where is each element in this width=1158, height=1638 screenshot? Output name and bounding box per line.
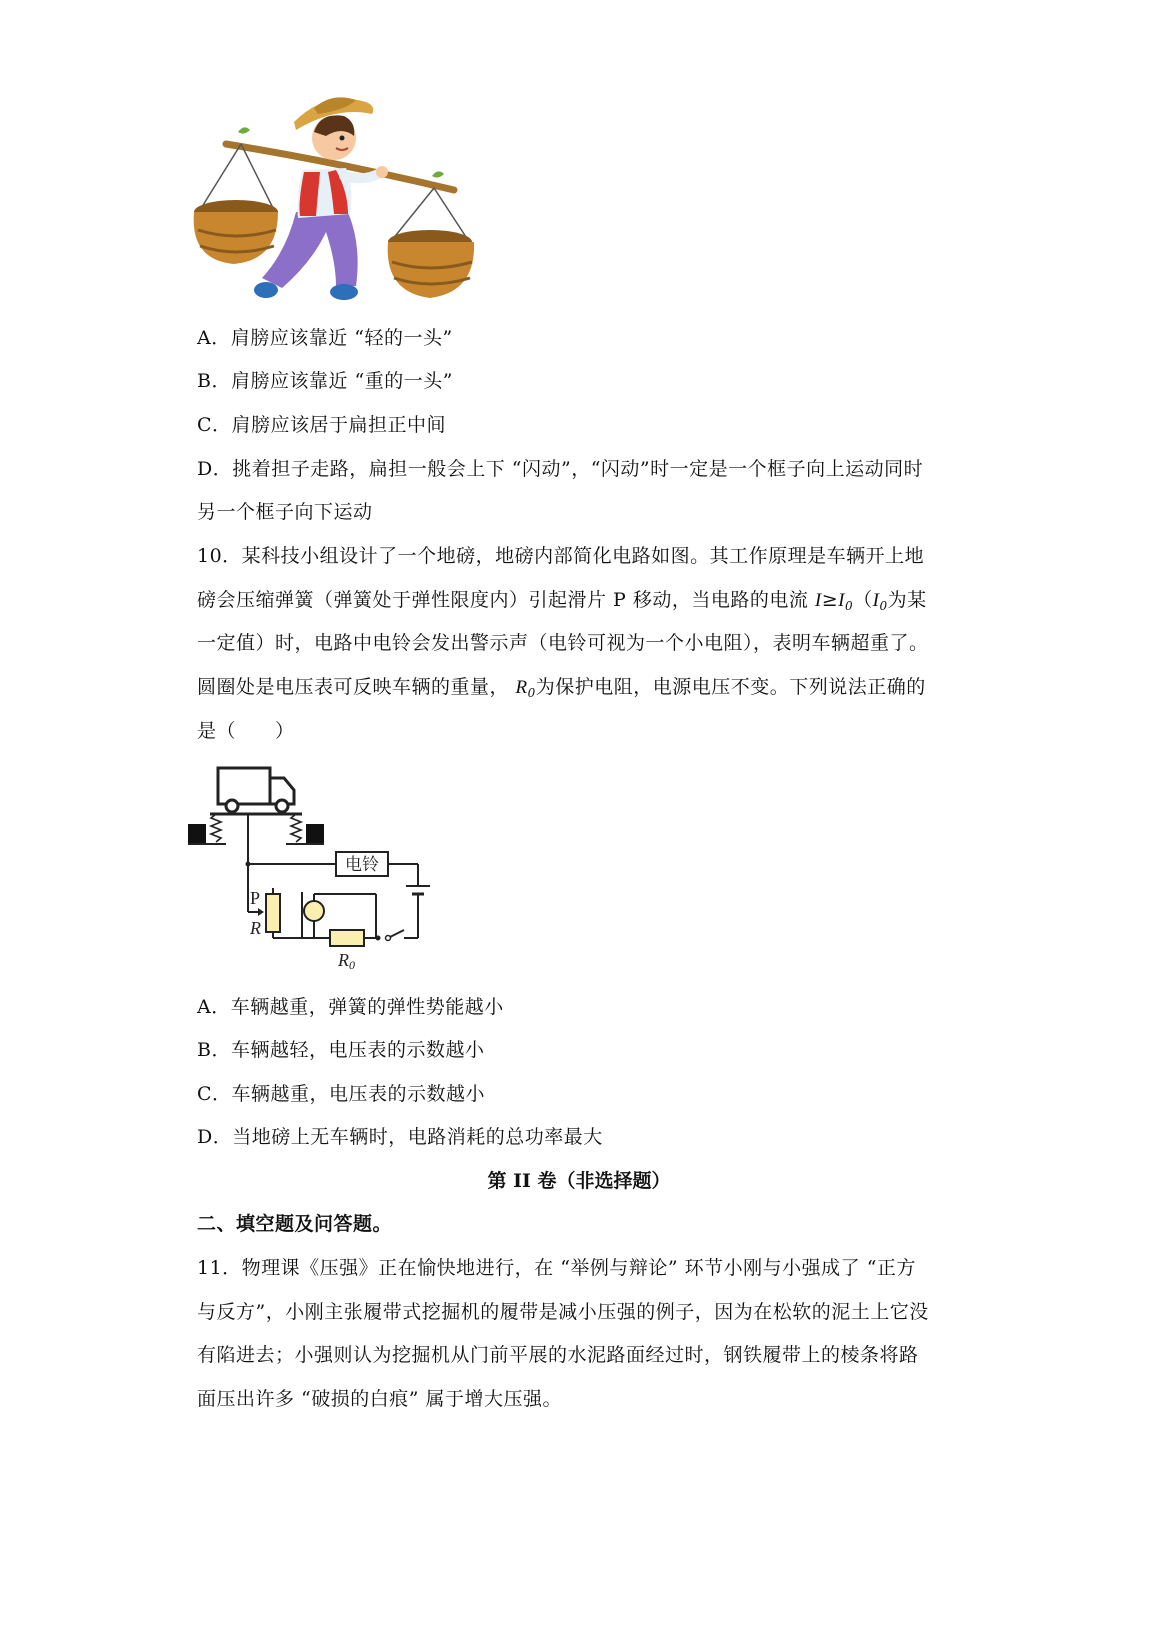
q11-line4: 面压出许多 “破损的白痕” 属于增大压强。 <box>197 1388 563 1410</box>
q9-option-b: B．肩膀应该靠近 “重的一头” <box>197 370 453 392</box>
q10-stem-line3: 一定值）时，电路中电铃会发出警示声（电铃可视为一个小电阻），表明车辆超重了。 <box>197 632 929 654</box>
q10-option-d: D．当地磅上无车辆时，电路消耗的总功率最大 <box>197 1126 603 1148</box>
q10-stem-line4: 圆圈处是电压表可反映车辆的重量， $R_0$为保护电阻，电源电压不变。下列说法正确的 <box>197 676 926 700</box>
q11-line2: 与反方”，小刚主张履带式挖掘机的履带是减小压强的例子，因为在松软的泥土上它没 <box>197 1301 929 1323</box>
q10-option-a: A．车辆越重，弹簧的弹性势能越小 <box>197 996 504 1018</box>
protective-resistor <box>330 930 364 946</box>
q11-line1: 11．物理课《压强》正在愉快地进行，在 “举例与辩论” 环节小刚与小强成了 “正方 <box>197 1257 916 1279</box>
q11-line3: 有陷进去；小强则认为挖掘机从门前平展的水泥路面经过时，钢铁履带上的棱条将路 <box>197 1344 919 1366</box>
q9-option-d-line1: D．挑着担子走路，扁担一般会上下 “闪动”，“闪动”时一定是一个框子向上运动同时 <box>197 458 924 480</box>
q10-option-b: B．车辆越轻，电压表的示数越小 <box>197 1039 485 1061</box>
voltmeter <box>304 901 324 921</box>
bell-label: 电铃 <box>345 855 379 875</box>
q10-option-c: C．车辆越重，电压表的示数越小 <box>197 1083 486 1105</box>
section-heading: 二、填空题及问答题。 <box>197 1213 393 1235</box>
r0-label: R0 <box>338 950 355 972</box>
q9-option-c: C．肩膀应该居于扁担正中间 <box>197 414 447 436</box>
rheostat-label: R <box>250 918 261 938</box>
carrying-pole-illustration <box>186 92 486 308</box>
truck-icon <box>218 768 294 812</box>
q9-option-d-line2: 另一个框子向下运动 <box>197 501 373 523</box>
rheostat <box>266 894 280 932</box>
section-title: 第 II 卷（非选择题） <box>487 1170 671 1192</box>
q10-stem-line2: 磅会压缩弹簧（弹簧处于弹性限度内）引起滑片 P 移动，当电路的电流 $I\ge I_0(I_0$为某 <box>197 589 927 613</box>
q10-stem-line5: 是（ ） <box>197 720 295 742</box>
q9-option-a: A．肩膀应该靠近 “轻的一头” <box>197 327 453 349</box>
slider-label: P <box>250 888 261 908</box>
weighbridge-circuit-diagram <box>186 764 442 972</box>
q10-stem-line1: 10．某科技小组设计了一个地磅，地磅内部简化电路如图。其工作原理是车辆开上地 <box>197 545 925 567</box>
